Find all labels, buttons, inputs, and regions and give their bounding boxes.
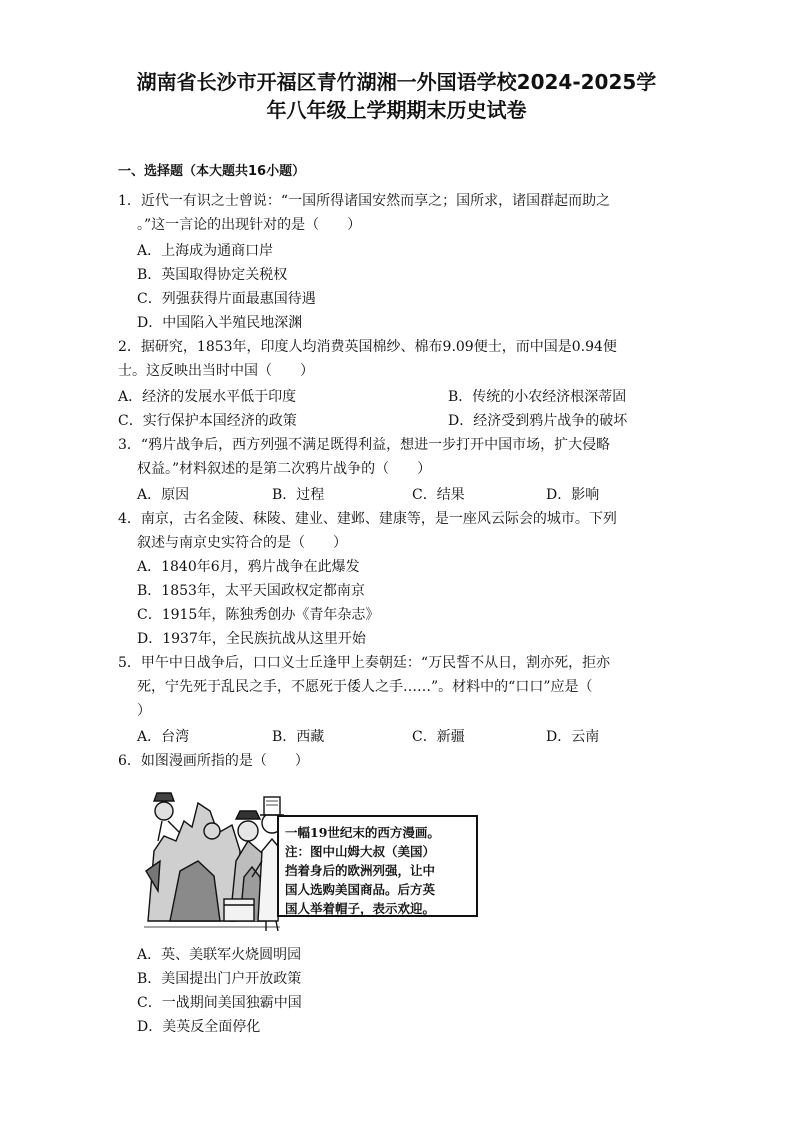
q5-option-a: A．台湾	[137, 729, 190, 745]
q3-option-d: D．影响	[546, 487, 600, 503]
cartoon-caption-box	[277, 815, 478, 917]
q3-option-b: B．过程	[272, 487, 325, 503]
cartoon-caption-line2: 注：图中山姆大叔（美国）	[285, 844, 436, 859]
q4-option-b: B．1853年，太平天国政权定都南京	[137, 583, 365, 599]
cartoon-caption-line3: 挡着身后的欧洲列强，让中	[285, 863, 436, 878]
q6-option-c: C．一战期间美国独霸中国	[137, 995, 302, 1011]
q1-option-c: C．列强获得片面最惠国待遇	[137, 291, 316, 307]
q1-stem-line2: 。”这一言论的出现针对的是（ ）	[137, 217, 362, 233]
q6-option-a: A．英、美联军火烧圆明园	[137, 947, 302, 963]
q6-option-b: B．美国提出门户开放政策	[137, 971, 302, 987]
q4-option-c: C．1915年，陈独秀创办《青年杂志》	[137, 607, 380, 623]
q2-option-a: A．经济的发展水平低于印度	[118, 389, 297, 405]
q6-option-d: D．美英反全面停化	[137, 1019, 261, 1035]
exam-title-line1: 湖南省长沙市开福区青竹湖湘一外国语学校2024-2025学	[136, 70, 657, 94]
q4-option-a: A．1840年6月，鸦片战争在此爆发	[137, 559, 360, 575]
cartoon-caption-line4: 国人选购美国商品。后方英	[285, 882, 436, 897]
q5-stem-line2: 死，宁先死于乱民之手，不愿死于倭人之手……”。材料中的“口口”应是（	[137, 679, 593, 695]
q2-stem-line2: 士。这反映出当时中国（ ）	[118, 363, 314, 379]
q5-option-d: D．云南	[546, 729, 600, 745]
q5-stem-line1: 5．甲午中日战争后，口口义士丘逢甲上奏朝廷：“万民誓不从日，割亦死，拒亦	[118, 655, 611, 671]
exam-title	[0, 68, 793, 124]
q2-option-c: C．实行保护本国经济的政策	[118, 413, 297, 429]
q3-stem-line1: 3．“鸦片战争后，西方列强不满足既得利益，想进一步打开中国市场，扩大侵略	[118, 437, 611, 453]
q2-stem-line1: 2．据研究，1853年，印度人均消费英国棉纱、棉布9.09便士，而中国是0.94便	[118, 339, 617, 355]
cartoon-caption-line1: 一幅19世纪末的西方漫画。	[285, 825, 440, 840]
q3-stem-line2: 权益。”材料叙述的是第二次鸦片战争的（ ）	[137, 461, 432, 477]
q5-option-c: C．新疆	[412, 729, 465, 745]
q4-stem-line2: 叙述与南京史实符合的是（ ）	[137, 535, 347, 551]
q4-stem-line1: 4．南京，古名金陵、秣陵、建业、建邺、建康等，是一座风云际会的城市。下列	[118, 511, 617, 527]
exam-title-line2: 年八年级上学期期末历史试卷	[266, 98, 527, 122]
q2-option-d: D．经济受到鸦片战争的破坏	[448, 413, 628, 429]
q4-option-d: D．1937年，全民族抗战从这里开始	[137, 631, 366, 647]
q5-option-b: B．西藏	[272, 729, 325, 745]
q3-option-a: A．原因	[137, 487, 190, 503]
cartoon-caption-line5: 国人举着帽子，表示欢迎。	[285, 901, 436, 916]
q3-option-c: C．结果	[412, 487, 465, 503]
section-heading: 一、选择题（本大题共16小题）	[118, 164, 306, 179]
q6-stem-line1: 6．如图漫画所指的是（ ）	[118, 753, 309, 769]
q1-option-d: D．中国陷入半殖民地深渊	[137, 315, 303, 331]
q2-option-b: B．传统的小农经济根深蒂固	[448, 389, 627, 405]
q1-option-b: B．英国取得协定关税权	[137, 267, 288, 283]
q5-stem-line3: ）	[137, 703, 151, 719]
q1-option-a: A．上海成为通商口岸	[137, 243, 274, 259]
q1-stem-line1: 1．近代一有识之士曾说：“一国所得诸国安然而享之；国所求，诸国群起而助之	[118, 193, 611, 209]
